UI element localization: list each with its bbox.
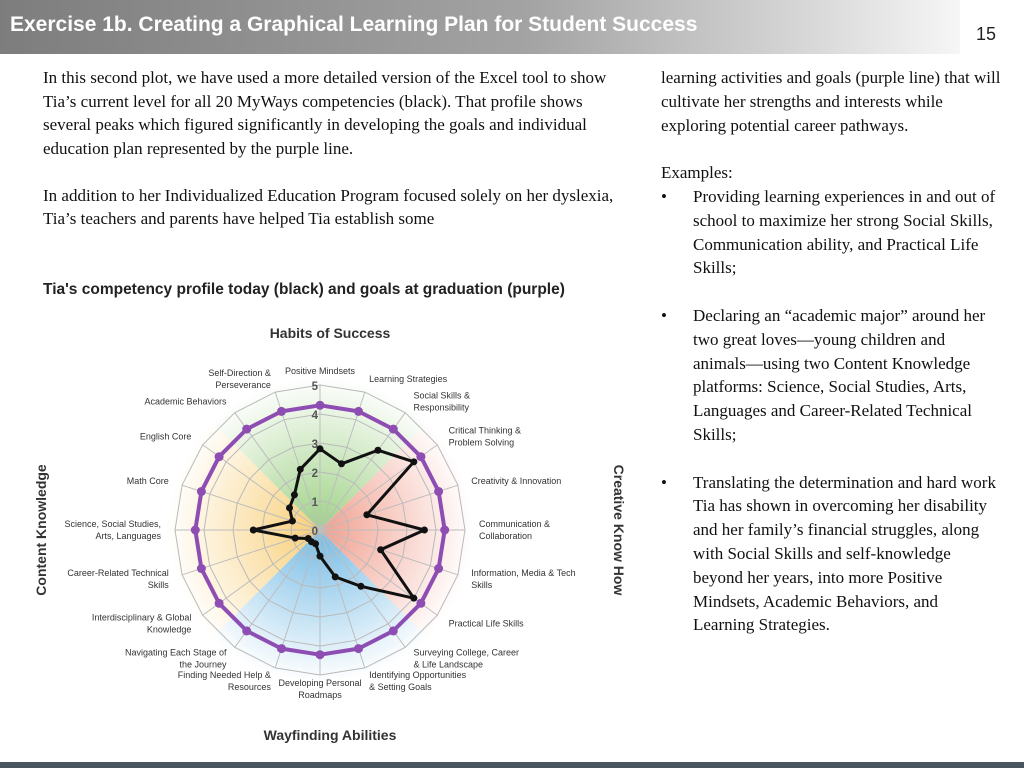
list-item [661, 185, 1001, 280]
radial-tick-label: 3 [311, 439, 318, 451]
goal-point [416, 452, 425, 461]
goal-point [215, 452, 224, 461]
chart-title: Tia's competency profile today (black) and goals at graduation (purple) [43, 281, 565, 298]
current-point [363, 511, 370, 518]
current-point [317, 553, 324, 560]
goal-point [354, 644, 363, 653]
goal-point [316, 401, 325, 410]
axis-label: Math Core [126, 475, 169, 486]
current-point [332, 573, 339, 580]
current-point [250, 527, 257, 534]
current-point [291, 491, 298, 498]
axis-label: Practical Life Skills [448, 618, 524, 629]
goal-point [191, 526, 200, 535]
list-item-text: Translating the determination and hard work Tia has shown in overcoming her disability and her family’s financial struggles, along with Social Skills and self-knowledge beyond her years, into more Positive Mindsets, Academic Behaviors, and Learning Strategies. [693, 472, 996, 635]
current-point [338, 460, 345, 467]
group-label: Content Knowledge [33, 464, 49, 596]
examples-heading: Examples: [661, 163, 733, 183]
goal-point [434, 564, 443, 573]
axis-label: Navigating Each Stage of the Journey [124, 647, 227, 670]
current-point [421, 527, 428, 534]
current-point [289, 518, 296, 525]
bullet-icon: • [661, 472, 667, 492]
axis-label: Finding Needed Help & Resources [177, 670, 271, 693]
current-point [410, 595, 417, 602]
list-item-text: Providing learning experiences in and out of school to maximize her strong Social Skills, Communication ability, and Practical Life Skills; [693, 186, 996, 278]
radial-tick-label: 1 [311, 497, 318, 509]
axis-label: Surveying College, Career & Life Landscape [413, 647, 520, 670]
axis-label: Information, Media & Tech Skills [471, 568, 576, 591]
bullet-icon: • [661, 186, 667, 206]
goal-point [440, 526, 449, 535]
axis-label: Interdisciplinary & Global Knowledge [91, 612, 192, 635]
group-label: Creative Know How [611, 464, 627, 596]
axis-label: Career-Related Technical Skills [67, 568, 169, 591]
radial-tick-label: 5 [311, 381, 318, 393]
goal-point [316, 650, 325, 659]
axis-label: Critical Thinking & Problem Solving [448, 425, 522, 448]
footer-bar [0, 762, 1024, 768]
current-point [297, 466, 304, 473]
list-item [661, 471, 1001, 638]
goal-point [354, 407, 363, 416]
axis-label: Science, Social Studies, Arts, Languages [64, 519, 161, 541]
goal-point [215, 599, 224, 608]
list-item [661, 304, 1001, 447]
list-item-text: Declaring an “academic major” around her two great loves—young children and animals—using two Content Knowledge platforms: Science, Social Studies, Arts, Languages and Career-Related Technical Skills; [693, 305, 986, 444]
axis-label: Communication & Collaboration [479, 519, 551, 541]
axis-label: Social Skills & Responsibility [413, 390, 470, 413]
current-point [286, 504, 293, 511]
radial-tick-label: 4 [311, 410, 318, 422]
right-text-column [661, 66, 1001, 661]
current-point [292, 535, 299, 542]
examples-list [661, 185, 1001, 637]
goal-point [197, 487, 206, 496]
current-point [410, 458, 417, 465]
goal-point [389, 425, 398, 434]
group-label: Habits of Success [269, 325, 391, 341]
current-point [374, 447, 381, 454]
left-text-column [43, 66, 623, 254]
goal-point [242, 626, 251, 635]
axis-label: Positive Mindsets [284, 366, 356, 376]
left-paragraph-2: In addition to her Individualized Education Program focused solely on her dyslexia, Tia’s teachers and parents have helped Tia establish some [43, 185, 614, 228]
left-paragraph-1: In this second plot, we have used a more detailed version of the Excel tool to show Tia’s current level for all 20 MyWays competencies (black). That profile shows several peaks which figured significantly in developing the goals and individual education plan represented by the purple line. [43, 68, 607, 158]
current-point [357, 583, 364, 590]
page-number: 15 [976, 24, 997, 44]
goal-point [277, 644, 286, 653]
axis-label: Self-Direction & Perseverance [208, 367, 271, 390]
axis-label: Academic Behaviors [144, 396, 227, 407]
goal-point [416, 599, 425, 608]
slide-title: Exercise 1b. Creating a Graphical Learning Plan for Student Success [10, 13, 698, 36]
bullet-icon: • [661, 305, 667, 325]
current-point [377, 546, 384, 553]
radar-chart [24, 308, 644, 758]
goal-point [242, 425, 251, 434]
axis-label: Creativity & Innovation [471, 475, 562, 486]
radial-tick-label: 2 [311, 468, 318, 480]
axis-label: Identifying Opportunities & Setting Goals [369, 670, 467, 693]
right-paragraph-1: learning activities and goals (purple line) that will cultivate her strengths and interests while exploring potential career pathways. [661, 68, 1001, 135]
radial-tick-label: 0 [311, 526, 318, 538]
goal-point [277, 407, 286, 416]
goal-point [434, 487, 443, 496]
group-label: Wayfinding Abilities [263, 727, 397, 743]
axis-label: English Core [139, 431, 192, 442]
goal-point [197, 564, 206, 573]
title-bar [0, 0, 960, 54]
goal-point [389, 626, 398, 635]
axis-label: Learning Strategies [369, 373, 448, 384]
axis-label: Developing Personal Roadmaps [278, 678, 362, 700]
